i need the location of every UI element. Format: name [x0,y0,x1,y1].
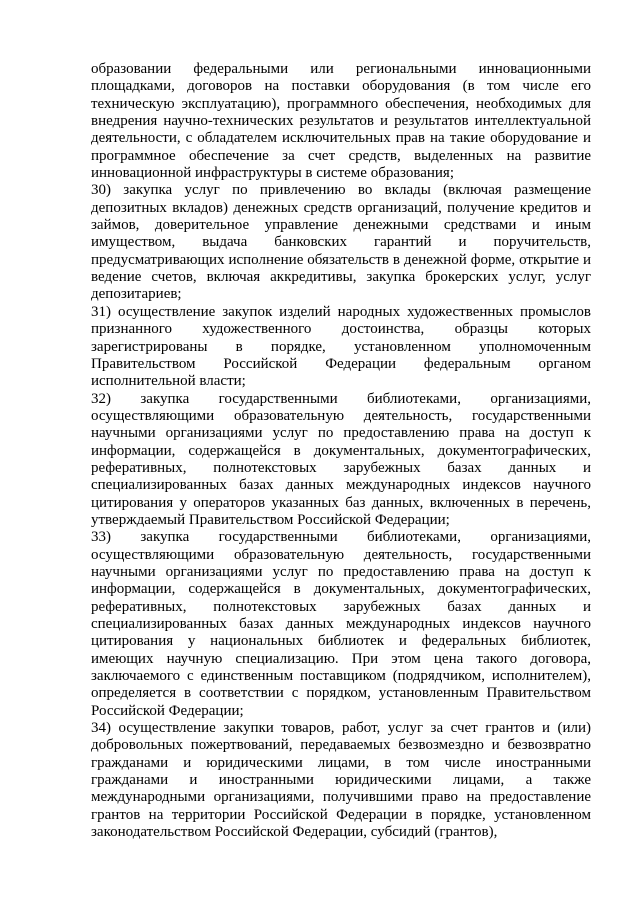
paragraph-item-33: 33) закупка государственными библиотеками, организациями, осуществляющими образовательную деятельность, государственными научными организациями услуг по предоставлению права на доступ к информации, содержащейся в документальных, документографических, реферативных, полнотекстовых зарубежных базах данных и специализированных базах данных международных индексов научного цитирования у национальных библиотек и федеральных библиотек, имеющих научную специализацию. При этом цена такого договора, заключаемого с единственным поставщиком (подрядчиком, исполнителем), определяется в соответствии с порядком, установленным Правительством Российской Федерации; [91,529,591,719]
paragraph-continuation: образовании федеральными или региональными инновационными площадками, договоров на поставки оборудования (в том числе его техническую эксплуатацию), программного обеспечения, необходимых для внедрения научно-технических результатов и результатов интеллектуальной деятельности, с обладателем исключительных прав на такие оборудование и программное обеспечение за счет средств, выделенных на развитие инновационной инфраструктуры в системе образования; [91,61,591,182]
document-body [91,61,591,841]
paragraph-item-34: 34) осуществление закупки товаров, работ, услуг за счет грантов и (или) добровольных пожертвований, передаваемых безвозмездно и безвозвратно гражданами и юридическими лицами, в том числе иностранными гражданами и иностранными юридическими лицами, а также международными организациями, получившими право на предоставление грантов на территории Российской Федерации в порядке, установленном законодательством Российской Федерации, субсидий (грантов), [91,720,591,841]
paragraph-item-30: 30) закупка услуг по привлечению во вклады (включая размещение депозитных вкладов) денежных средств организаций, получение кредитов и займов, доверительное управление денежными средствами и иным имуществом, выдача банковских гарантий и поручительств, предусматривающих исполнение обязательств в денежной форме, открытие и ведение счетов, включая аккредитивы, закупка брокерских услуг, услуг депозитариев; [91,182,591,303]
paragraph-item-31: 31) осуществление закупок изделий народных художественных промыслов признанного художественного достоинства, образцы которых зарегистрированы в порядке, установленном уполномоченным Правительством Российской Федерации федеральным органом исполнительной власти; [91,303,591,390]
paragraph-item-32: 32) закупка государственными библиотеками, организациями, осуществляющими образовательную деятельность, государственными научными организациями услуг по предоставлению права на доступ к информации, содержащейся в документальных, документографических, реферативных, полнотекстовых зарубежных базах данных и специализированных базах данных международных индексов научного цитирования у операторов указанных баз данных, включенных в перечень, утверждаемый Правительством Российской Федерации; [91,390,591,528]
